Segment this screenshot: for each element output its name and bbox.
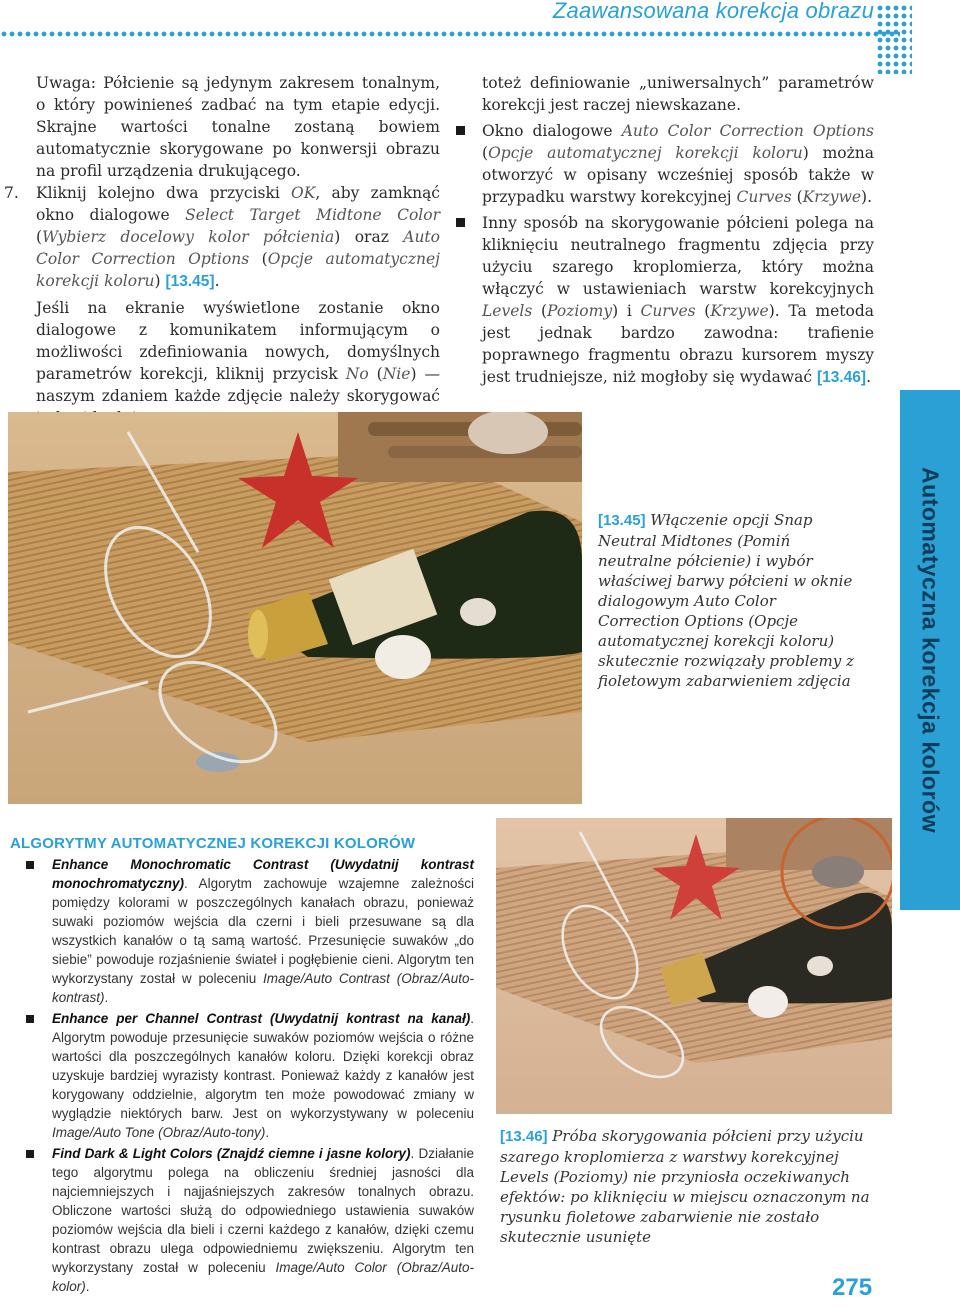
text: Okno dialogowe [482, 122, 622, 140]
text: . Algorytm zachowuje wzajemne zależności pomiędzy kolorami w poszczególnych kanałach obrazu, ponieważ suwaki poziomów wejścia dla czerni i bieli przesuwane są dla wszystkich kanałów o tą samą wartość. Przesunięcie suwaków „do siebie” powoduje rozjaśnienie świateł i pogłębienie cieni. Algorytm ten wykorzystany został w poleceniu [52, 876, 474, 986]
page-number: 275 [832, 1274, 873, 1301]
figure-reference: [13.46] [500, 1128, 548, 1145]
right-column [482, 72, 874, 389]
layer-name-pl: Poziomy [547, 302, 613, 320]
bullet-square [456, 126, 465, 135]
text: ( [532, 302, 548, 320]
bullet-square [26, 1015, 34, 1023]
menu-command: Image/Auto Tone (Obraz/Auto-tony) [52, 1125, 266, 1140]
text: Jeśli na ekranie wyświetlone zostanie okno dialogowe z komunikatem informującym o możliwości zdefiniowania nowych, domyślnych parametrów korekcji, kliknij przycisk [36, 299, 440, 383]
dialog-name-pl: Wybierz docelowy kolor półcienia [42, 228, 335, 246]
caption-text: Próba skorygowania półcieni przy użyciu szarego kroplomierza z warstwy korekcyjnej Levels (Poziomy) nie przyniosła oczekiwanych efektów: po kliknięciu w miejscu oznaczonym na rysunku fioletowe zabarwienie nie zostało skutecznie usunięte [500, 1127, 870, 1246]
text: ) i [612, 302, 641, 320]
bullet-item [482, 120, 874, 208]
dialog-name-pl: Opcje automatycznej korekcji koloru [488, 144, 803, 162]
layer-name: Curves [640, 302, 696, 320]
button-name: No [345, 365, 369, 383]
algorithm-item [10, 1144, 474, 1296]
bullet-square [26, 861, 34, 869]
text: ) oraz [334, 228, 404, 246]
text: . Algorytm powoduje przesunięcie suwaków poziomów wejścia o różne wartości dla poszczególnych kanałów koloru. Dzięki korekcji obraz uzyskuje bardziej wyrazisty kontrast. Ponieważ każdy z kanałów jest korygowany oddzielnie, algorytm ten może powodować zmiany w wyglądzie niektórych barw. Jest on wykorzystywany w poleceniu [52, 1011, 474, 1121]
text: Kliknij kolejno dwa przyciski [36, 184, 292, 202]
figure-reference: [13.46] [816, 369, 867, 386]
step-7-paragraph [4, 182, 441, 293]
bullet-item [482, 212, 874, 389]
layer-name-pl: Krzywe [710, 302, 769, 320]
dialog-name: Auto Color Correction Options [621, 122, 875, 140]
text: . [265, 1125, 270, 1140]
button-name-pl: Nie [382, 365, 411, 383]
caption-text: Włączenie opcji Snap Neutral Midtones (Pomiń neutralne półcienie) i wybór właściwej barwy półcieni w oknie dialogowym Auto Color Correction Options (Opcje automatycznej korekcji koloru) skutecznie rozwiązały problemy z fioletowym zabarwieniem zdjęcia [598, 511, 854, 690]
beach-still-life-illustration [496, 818, 892, 1114]
text: ( [36, 228, 43, 246]
text: ( [791, 188, 803, 206]
chapter-side-tab [900, 390, 960, 910]
text: . Działanie tego algorytmu polega na obliczeniu średniej jasności dla najciemniejszych i najjaśniejszych zakresów tonalnych obrazu. Obliczone wartości służą do odpowiedniego ustawienia suwaków poziomów wejścia dla bieli i czerni każdego z kanałów, dzięki czemu kontrast obrazu ulega odpowiedniemu zwiększeniu. Algorytm ten wykorzystany został w poleceniu [52, 1146, 474, 1275]
step-number: 7. [4, 184, 19, 202]
dialog-note-paragraph [36, 297, 440, 429]
running-head: Zaawansowana korekcja obrazu [552, 0, 874, 23]
text: ( [482, 144, 489, 162]
continued-paragraph: toteż definiowanie „uniwersalnych” parametrów korekcji jest raczej niewskazane. [482, 74, 874, 114]
text: ). [861, 188, 872, 206]
text: . [214, 272, 220, 290]
menu-command: Image/Auto Contrast (Obraz/Auto-kontrast) [52, 971, 474, 1005]
bullet-square [26, 1150, 34, 1158]
caption-13-45 [598, 510, 860, 691]
beach-still-life-illustration [8, 412, 582, 804]
algorithm-name: Enhance Monochromatic Contrast (Uwydatnij kontrast monochromatyczny) [52, 857, 474, 891]
ok-term: OK [291, 184, 316, 202]
text: . [866, 368, 872, 386]
text: ( [695, 302, 711, 320]
dialog-name: Auto Color Correction Options [36, 228, 440, 268]
bullet-square [456, 218, 465, 227]
text: ). Ta metoda jest jednak bardzo zawodna: trafienie poprawnego fragmentu obrazu kursorem myszy jest trudniejsze, niż mogłoby się wydawać [482, 302, 874, 386]
algorithm-item [10, 855, 474, 1007]
photo-13-46 [496, 818, 892, 1114]
algorithms-box [10, 834, 474, 1298]
dialog-name-pl: Opcje automatycznej korekcji koloru [36, 250, 440, 290]
corner-dot-pattern [876, 4, 912, 74]
layer-name: Curves [736, 188, 792, 206]
side-tab-label: Automatyczna korekcja kolorów [917, 467, 944, 833]
text: . [104, 990, 109, 1005]
layer-name: Levels [482, 302, 533, 320]
text: ( [249, 250, 268, 268]
figure-reference: [13.45] [598, 512, 646, 529]
dialog-name: Select Target Midtone Color [185, 206, 441, 224]
layer-name-pl: Krzywe [802, 188, 862, 206]
algorithm-item [10, 1009, 474, 1142]
algorithms-title: ALGORYTMY AUTOMATYCZNEJ KOREKCJI KOLORÓW [10, 835, 416, 852]
text: ) — naszym zdaniem każde zdjęcie należy skorygować [36, 365, 441, 405]
header-dot-rule [0, 30, 900, 38]
caption-13-46 [500, 1126, 880, 1247]
photo-13-45 [8, 412, 582, 804]
text: , aby zamknąć okno dialogowe [36, 184, 440, 224]
text: ( [368, 365, 383, 383]
text: ) można otworzyć w opisany wcześniej sposób także w przypadku warstwy korekcyjnej [482, 144, 874, 206]
figure-reference: [13.45] [165, 273, 215, 290]
algorithm-name: Enhance per Channel Contrast (Uwydatnij kontrast na kanał) [52, 1011, 471, 1026]
text: . [85, 1279, 90, 1294]
text: Inny sposób na skorygowanie półcieni polega na kliknięciu neutralnego fragmentu zdjęcia przy użyciu szarego kroplomierza, który można włączyć w ustawieniach warstw korekcyjnych [482, 214, 874, 298]
note-paragraph: Uwaga: Półcienie są jedynym zakresem tonalnym, o który powinieneś zadbać na tym etapie edycji. Skrajne wartości tonalne zostaną bowiem automatycznie skorygowane po konwersji obrazu na profil urządzenia drukującego. [36, 74, 440, 180]
left-column [4, 72, 441, 429]
menu-command: Image/Auto Color (Obraz/Auto-kolor) [52, 1260, 474, 1294]
text: ) [154, 272, 166, 290]
algorithm-name: Find Dark & Light Colors (Znajdź ciemne i jasne kolory) [52, 1146, 411, 1161]
